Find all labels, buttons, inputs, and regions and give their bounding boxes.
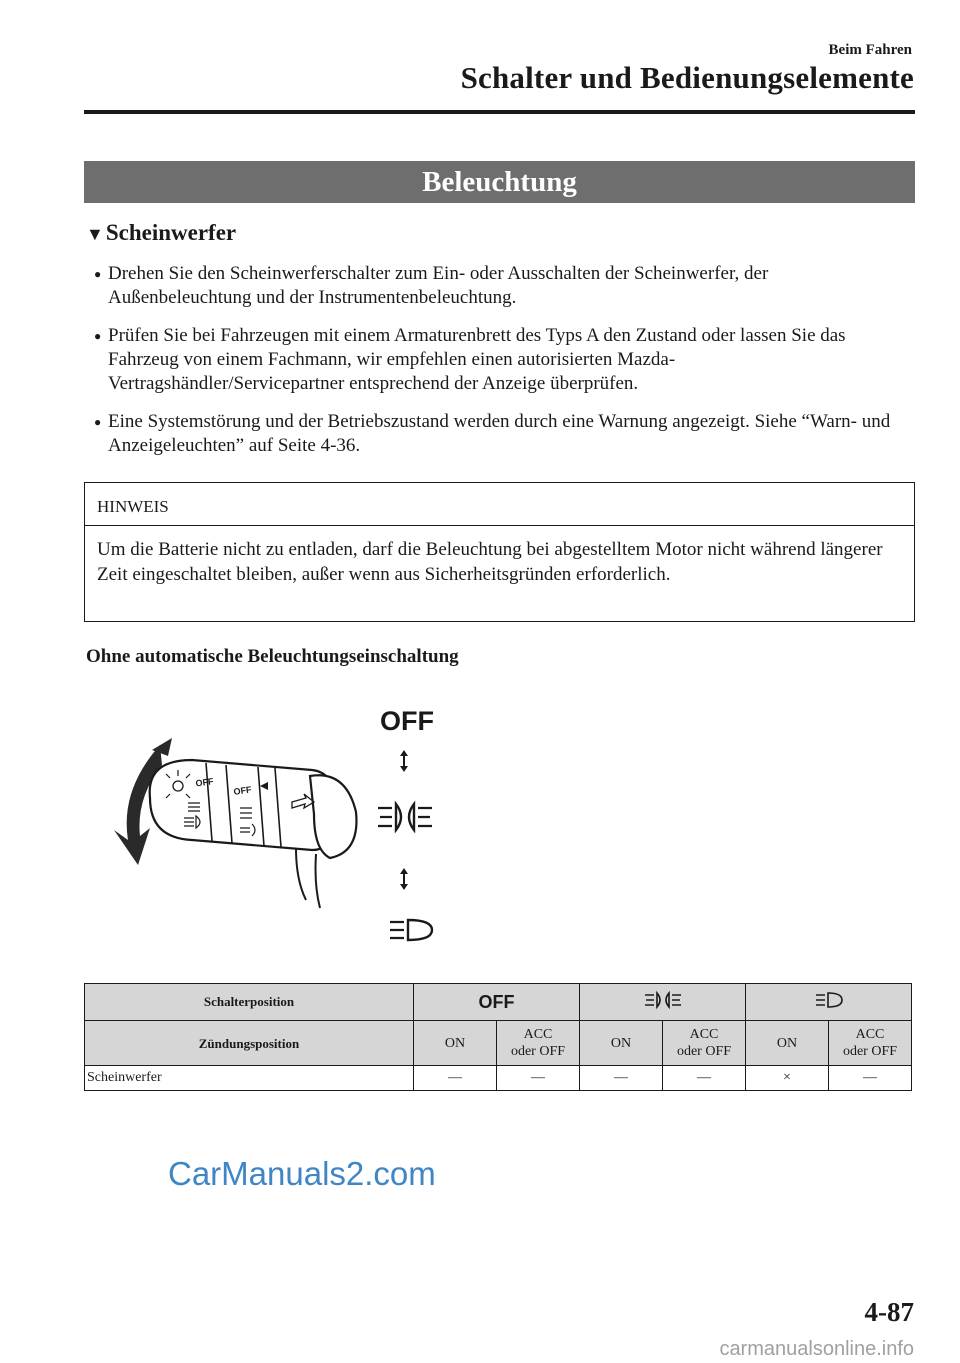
headlight-value: — — [580, 1066, 663, 1091]
row-label-ignition: Zündungsposition — [85, 1021, 414, 1066]
off-label: OFF — [478, 991, 515, 1012]
headlight-value: — — [829, 1066, 912, 1091]
ignition-value: ON — [414, 1021, 497, 1066]
col-off — [414, 984, 580, 1021]
header-rule — [84, 110, 915, 114]
subheading-text: Scheinwerfer — [105, 220, 237, 245]
col-headlight — [746, 984, 912, 1021]
bullet-item — [94, 410, 904, 458]
headlight-value: — — [414, 1066, 497, 1091]
headlight-icon — [390, 920, 432, 940]
watermark-link[interactable]: CarManuals2.com — [168, 1155, 436, 1192]
headlight-value: — — [497, 1066, 580, 1091]
note-box — [84, 482, 915, 622]
note-title: HINWEIS — [97, 497, 169, 516]
section-banner: Beleuchtung — [84, 161, 915, 203]
bullet-item — [94, 324, 904, 396]
chapter-title: Schalter und Bedienungselemente — [460, 60, 914, 95]
updown-arrow-icon — [400, 750, 408, 772]
ignition-value: ON — [580, 1021, 663, 1066]
parking-light-icon — [643, 991, 683, 1009]
switch-position-table — [84, 983, 912, 1091]
col-parking-light — [580, 984, 746, 1021]
ignition-value: ACC oder OFF — [497, 1021, 580, 1066]
bullet-dot-icon: ● — [94, 267, 102, 281]
header-switch-position: Schalterposition — [85, 984, 414, 1021]
ignition-value: ACC oder OFF — [829, 1021, 912, 1066]
bullet-dot-icon: ● — [94, 415, 102, 429]
note-divider — [85, 525, 914, 526]
headlight-icon — [814, 991, 844, 1009]
bullet-dot-icon: ● — [94, 329, 102, 343]
lever-off-label-ring2: OFF — [232, 784, 253, 797]
updown-arrow-icon — [400, 868, 408, 890]
footer-watermark-link[interactable]: carmanualsonline.info — [719, 1338, 914, 1360]
row-label-headlights: Scheinwerfer — [85, 1066, 414, 1091]
subheading — [86, 220, 236, 246]
bullet-text: Drehen Sie den Scheinwerferschalter zum Ein- oder Ausschalten der Scheinwerfer, der Außenbeleuchtung und der Instrumentenbeleuchtung. — [108, 263, 769, 308]
note-text: Um die Batterie nicht zu entladen, darf die Beleuchtung bei abgestelltem Motor nicht während längerer Zeit eingeschaltet bleiben, außer wenn aus Sicherheitsgründen erforderlich. — [97, 539, 883, 585]
position-off-label: OFF — [380, 706, 434, 736]
bullet-text: Prüfen Sie bei Fahrzeugen mit einem Armaturenbrett des Typs A den Zustand oder lassen Sie das Fahrzeug von einem Fachmann, wir empfehlen einen autorisierten Mazda-Vertragshändler/Servicepartner entsprechend der Anzeige überprüfen. — [108, 325, 846, 394]
ignition-value: ACC oder OFF — [663, 1021, 746, 1066]
bullet-item — [94, 262, 904, 310]
headlight-value: — — [663, 1066, 746, 1091]
section-label: Beim Fahren — [828, 42, 912, 58]
lever-icon — [150, 760, 357, 908]
parking-light-icon — [378, 804, 432, 830]
page-number: 4-87 — [864, 1297, 914, 1327]
triangle-down-icon: ▼ — [86, 224, 104, 244]
headlight-value: × — [746, 1066, 829, 1091]
ignition-value: ON — [746, 1021, 829, 1066]
lever-off-label: OFF — [194, 776, 215, 789]
bullet-text: Eine Systemstörung und der Betriebszustand werden durch eine Warnung angezeigt. Siehe “Warn- und Anzeigeleuchten” auf Seite 4-36. — [108, 411, 891, 456]
figure-caption: Ohne automatische Beleuchtungseinschaltung — [86, 646, 459, 667]
headlight-switch-illustration — [100, 690, 460, 960]
